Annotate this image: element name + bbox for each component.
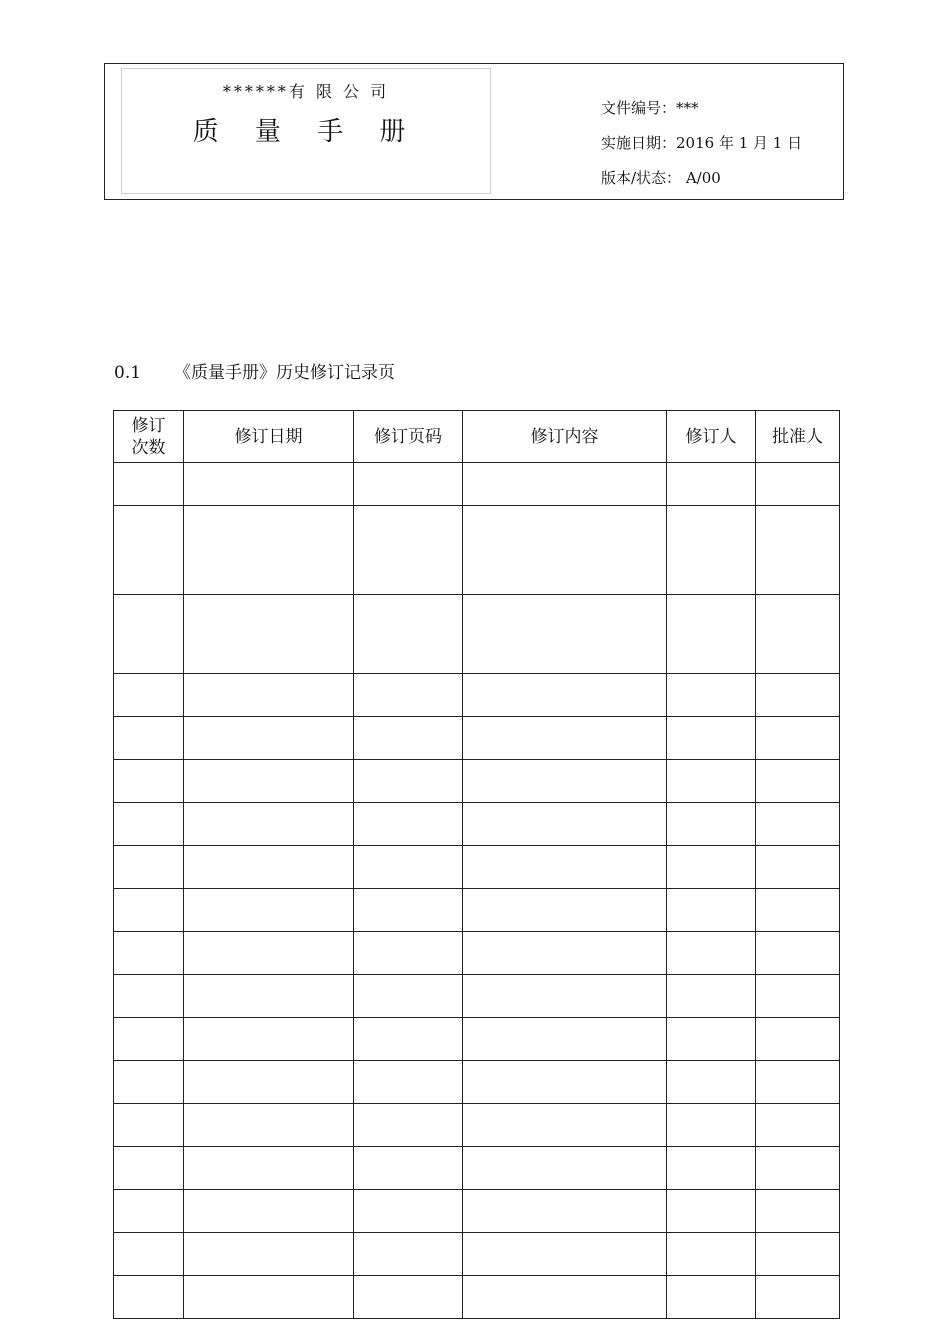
cell-page: [354, 1190, 463, 1233]
cell-content: [463, 717, 667, 760]
cell-approver: [756, 975, 840, 1018]
cell-content: [463, 1061, 667, 1104]
cell-content: [463, 1190, 667, 1233]
cell-date: [184, 889, 354, 932]
cell-approver: [756, 1104, 840, 1147]
cell-approver: [756, 595, 840, 674]
cell-approver: [756, 1190, 840, 1233]
header-revision-count: [114, 411, 184, 463]
cell-content: [463, 760, 667, 803]
table-row: [114, 1233, 840, 1276]
cell-page: [354, 932, 463, 975]
cell-reviser: [667, 1104, 756, 1147]
version-status: 版本/状态： A/00: [601, 169, 721, 187]
cell-reviser: [667, 1233, 756, 1276]
cell-date: [184, 932, 354, 975]
cell-count: [114, 1190, 184, 1233]
cell-page: [354, 463, 463, 506]
table-row: [114, 595, 840, 674]
cell-reviser: [667, 717, 756, 760]
cell-content: [463, 463, 667, 506]
cell-reviser: [667, 1018, 756, 1061]
cell-reviser: [667, 506, 756, 595]
cell-approver: [756, 889, 840, 932]
document-title: 质 量 手 册: [192, 117, 420, 147]
header-revision-page: 修订页码: [354, 411, 463, 463]
header-revision-date: 修订日期: [184, 411, 354, 463]
cell-count: [114, 506, 184, 595]
cell-approver: [756, 1233, 840, 1276]
cell-approver: [756, 674, 840, 717]
cell-count: [114, 1018, 184, 1061]
cell-content: [463, 595, 667, 674]
section-title: 《质量手册》历史修订记录页: [174, 363, 395, 383]
cell-date: [184, 1104, 354, 1147]
table-header-row: [114, 411, 840, 463]
table-row: [114, 1061, 840, 1104]
table-row: [114, 1147, 840, 1190]
cell-reviser: [667, 803, 756, 846]
cell-content: [463, 932, 667, 975]
company-name: ******有 限 公 司: [222, 82, 390, 101]
table-row: [114, 674, 840, 717]
header-revision-count-line1: 修订: [131, 415, 166, 436]
cell-content: [463, 889, 667, 932]
table-row: [114, 1276, 840, 1319]
cell-approver: [756, 1276, 840, 1319]
header-approver: 批准人: [756, 411, 840, 463]
cell-count: [114, 889, 184, 932]
cell-content: [463, 846, 667, 889]
cell-reviser: [667, 760, 756, 803]
cell-count: [114, 1061, 184, 1104]
cell-count: [114, 1104, 184, 1147]
cell-date: [184, 674, 354, 717]
table-row: [114, 889, 840, 932]
cell-reviser: [667, 846, 756, 889]
cell-content: [463, 1276, 667, 1319]
revision-history-table: [113, 410, 840, 1319]
cell-reviser: [667, 889, 756, 932]
cell-page: [354, 846, 463, 889]
cell-approver: [756, 1147, 840, 1190]
cell-content: [463, 674, 667, 717]
cell-reviser: [667, 595, 756, 674]
cell-reviser: [667, 932, 756, 975]
cell-page: [354, 1018, 463, 1061]
cell-approver: [756, 1061, 840, 1104]
cell-date: [184, 595, 354, 674]
table-row: [114, 803, 840, 846]
table-row: [114, 975, 840, 1018]
cell-count: [114, 803, 184, 846]
cell-approver: [756, 463, 840, 506]
cell-page: [354, 760, 463, 803]
table-row: [114, 760, 840, 803]
cell-count: [114, 1233, 184, 1276]
cell-content: [463, 1147, 667, 1190]
table-row: [114, 846, 840, 889]
table-row: [114, 1018, 840, 1061]
table-row: [114, 506, 840, 595]
cell-date: [184, 803, 354, 846]
cell-count: [114, 1147, 184, 1190]
cell-page: [354, 506, 463, 595]
cell-count: [114, 717, 184, 760]
cell-count: [114, 595, 184, 674]
cell-page: [354, 889, 463, 932]
cell-approver: [756, 506, 840, 595]
cell-page: [354, 595, 463, 674]
cell-page: [354, 1233, 463, 1276]
cell-date: [184, 1061, 354, 1104]
cell-date: [184, 1233, 354, 1276]
table-row: [114, 463, 840, 506]
cell-count: [114, 463, 184, 506]
cell-reviser: [667, 674, 756, 717]
cell-approver: [756, 717, 840, 760]
cell-content: [463, 1018, 667, 1061]
cell-page: [354, 1147, 463, 1190]
cell-page: [354, 1276, 463, 1319]
effective-date: 实施日期：2016 年 1 月 1 日: [601, 134, 803, 152]
cell-date: [184, 1018, 354, 1061]
cell-approver: [756, 803, 840, 846]
table-row: [114, 1190, 840, 1233]
company-title-block: [121, 68, 491, 194]
cell-reviser: [667, 1276, 756, 1319]
cell-date: [184, 463, 354, 506]
cell-reviser: [667, 1190, 756, 1233]
cell-content: [463, 803, 667, 846]
table-row: [114, 932, 840, 975]
cell-content: [463, 506, 667, 595]
cell-approver: [756, 846, 840, 889]
cell-date: [184, 506, 354, 595]
cell-date: [184, 717, 354, 760]
cell-content: [463, 1233, 667, 1276]
cell-page: [354, 717, 463, 760]
cell-page: [354, 975, 463, 1018]
cell-reviser: [667, 1061, 756, 1104]
header-reviser: 修订人: [667, 411, 756, 463]
cell-page: [354, 803, 463, 846]
cell-count: [114, 760, 184, 803]
cell-date: [184, 846, 354, 889]
document-number: 文件编号：***: [601, 99, 699, 117]
table-body: [114, 463, 840, 1319]
section-heading: [114, 358, 395, 383]
cell-date: [184, 975, 354, 1018]
cell-count: [114, 674, 184, 717]
cell-approver: [756, 1018, 840, 1061]
cell-approver: [756, 760, 840, 803]
section-number: 0.1: [114, 363, 142, 383]
cell-reviser: [667, 975, 756, 1018]
cell-content: [463, 1104, 667, 1147]
table-row: [114, 717, 840, 760]
cell-reviser: [667, 463, 756, 506]
cell-page: [354, 1061, 463, 1104]
cell-count: [114, 975, 184, 1018]
cell-content: [463, 975, 667, 1018]
cell-date: [184, 1147, 354, 1190]
header-revision-content: 修订内容: [463, 411, 667, 463]
cell-reviser: [667, 1147, 756, 1190]
cell-page: [354, 1104, 463, 1147]
cell-date: [184, 760, 354, 803]
cell-count: [114, 846, 184, 889]
header-revision-count-line2: 次数: [131, 437, 166, 458]
cell-approver: [756, 932, 840, 975]
cell-count: [114, 932, 184, 975]
cell-page: [354, 674, 463, 717]
document-header: [104, 63, 844, 200]
cell-date: [184, 1190, 354, 1233]
table-row: [114, 1104, 840, 1147]
cell-count: [114, 1276, 184, 1319]
cell-date: [184, 1276, 354, 1319]
